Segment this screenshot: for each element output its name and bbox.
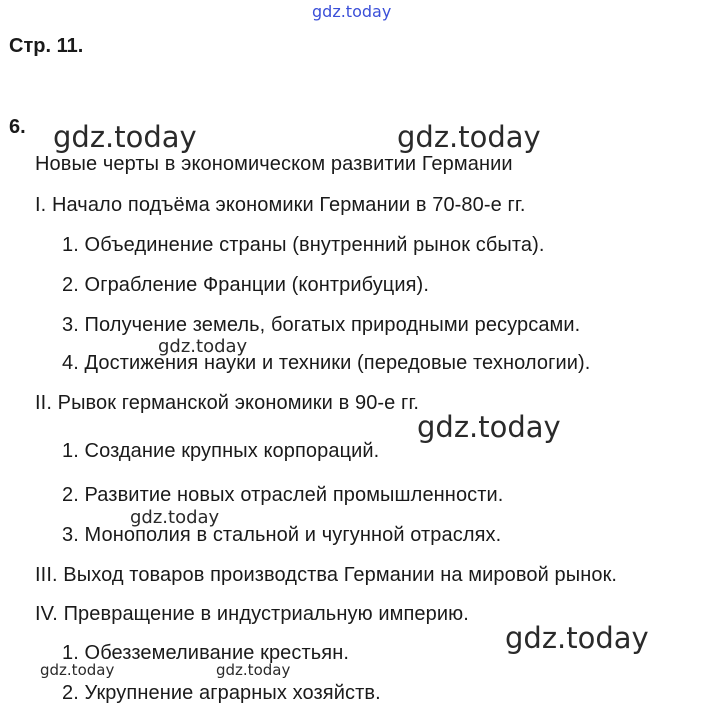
watermark: gdz.today: [158, 336, 248, 357]
list-item: 3. Получение земель, богатых природными ресурсами.: [62, 314, 581, 336]
watermark: gdz.today: [216, 661, 291, 679]
page-reference: Стр. 11.: [9, 35, 84, 57]
watermark: gdz.today: [397, 120, 541, 154]
section-heading: IV. Превращение в индустриальную империю.: [35, 603, 469, 625]
list-item: 3. Монополия в стальной и чугунной отраслях.: [62, 524, 502, 546]
list-item: 2. Ограбление Франции (контрибуция).: [62, 274, 429, 296]
list-item: 1. Создание крупных корпораций.: [62, 440, 380, 462]
document-title: Новые черты в экономическом развитии Германии: [35, 153, 513, 175]
watermark: gdz.today: [505, 621, 649, 655]
watermark-top: gdz.today: [312, 2, 392, 21]
watermark: gdz.today: [53, 120, 197, 154]
task-number: 6.: [9, 116, 26, 138]
list-item: 1. Обезземеливание крестьян.: [62, 642, 349, 664]
watermark: gdz.today: [40, 661, 115, 679]
watermark: gdz.today: [130, 507, 220, 528]
section-heading: II. Рывок германской экономики в 90-е гг.: [35, 392, 420, 414]
list-item: 1. Объединение страны (внутренний рынок сбыта).: [62, 234, 545, 256]
list-item: 4. Достижения науки и техники (передовые технологии).: [62, 352, 591, 374]
watermark: gdz.today: [417, 410, 561, 444]
section-heading: I. Начало подъёма экономики Германии в 70-80-е гг.: [35, 194, 526, 216]
section-heading: III. Выход товаров производства Германии на мировой рынок.: [35, 564, 618, 586]
list-item: 2. Укрупнение аграрных хозяйств.: [62, 682, 381, 704]
list-item: 2. Развитие новых отраслей промышленности.: [62, 484, 504, 506]
